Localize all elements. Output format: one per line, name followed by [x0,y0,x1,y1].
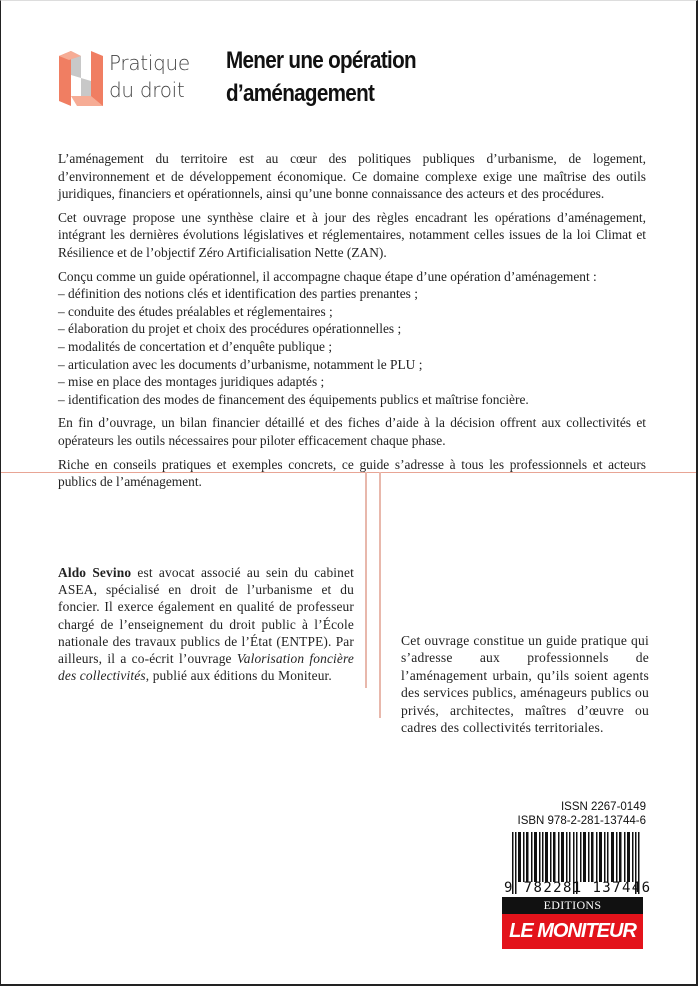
title-line-1: Mener une opération [226,47,416,74]
description-paragraph-4: En fin d’ouvrage, un bilan financier détaillé et des fiches d’aide à la décision offrent aux collectivités et opérateurs les outils nécessaires pour piloter efficacement chaque phase. [58,415,646,448]
identifiers [518,800,647,828]
isbn: ISBN 978-2-281-13744-6 [517,815,646,827]
author-other-book: Valorisation foncière des collectivités [58,651,354,684]
barcode-digits: 9 782281 137446 [504,880,652,896]
collection-line-1: Pratique [109,51,190,75]
author-name: Aldo Sevino [58,565,132,580]
horizontal-divider [1,472,696,473]
issn: ISSN 2267-0149 [560,801,646,813]
pratique-du-droit-logo-icon [57,48,105,108]
description [58,150,646,497]
list-item: – identification des modes de financement des équipements publics et maîtrise foncière. [58,391,529,407]
description-paragraph-1: L’aménagement du territoire est au cœur des politiques publiques d’urbanisme, de logement, d’environnement et de développement économique. Ce domaine complexe exige une maîtrise des outils juridiques, financiers et opérationnels, ainsi qu’une bonne connaissance des acteurs et des procédures. [58,151,646,202]
list-item: – mise en place des montages juridiques adaptés ; [58,374,325,390]
collection-name [109,50,190,104]
collection-line-2: du droit [109,78,185,102]
publisher-editions: EDITIONS [502,897,643,914]
audience-text: Cet ouvrage constitue un guide pratique qui s’adresse aux professionnels de l’aménagement urbain, qu’ils soient agents des services publics, aménageurs publics ou privés, architectes, maîtres d’œuvre ou cadres des collectivités territoriales. [401,633,649,736]
publisher-name: LE MONITEUR [502,914,643,949]
author-bio [58,564,354,684]
list-item: – élaboration du projet et choix des procédures opérationnelles ; [58,321,402,337]
list-item: – conduite des études préalables et réglementaires ; [58,303,333,319]
list-item: – articulation avec les documents d’urbanisme, notamment le PLU ; [58,356,423,372]
publisher-logo [502,897,643,949]
description-paragraph-3-intro: Conçu comme un guide opérationnel, il accompagne chaque étape d’une opération d’aménagement : [58,268,597,284]
author-bio-text-2: , publié aux éditions du Moniteur. [145,668,332,684]
title-line-2: d’aménagement [226,80,375,107]
vertical-divider-right [379,472,381,718]
list-item: – modalités de concertation et d’enquête publique ; [58,338,333,354]
author-bio-text-1: est avocat associé au sein du cabinet ASEA, spécialisé en droit de l’urbanisme et du foncier. Il exerce également en qualité de professeur chargé de l’enseignement du droit public à l’École nationale des travaux publics de l’État (ENTPE). Par ailleurs, il a co-écrit l’ouvrage [58,565,354,667]
steps-list [58,285,646,408]
book-title [226,44,416,110]
list-item: – définition des notions clés et identification des parties prenantes ; [58,286,418,302]
description-paragraph-5: Riche en conseils pratiques et exemples concrets, ce guide s’adresse à tous les professionnels et acteurs publics de l’aménagement. [58,456,646,490]
vertical-divider-left [365,472,367,688]
description-paragraph-2: Cet ouvrage propose une synthèse claire et à jour des règles encadrant les opérations d’aménagement, intégrant les dernières évolutions législatives et réglementaires, notamment celles issues de la loi Climat et Résilience et de l’objectif Zéro Artificialisation Nette (ZAN). [58,209,646,260]
